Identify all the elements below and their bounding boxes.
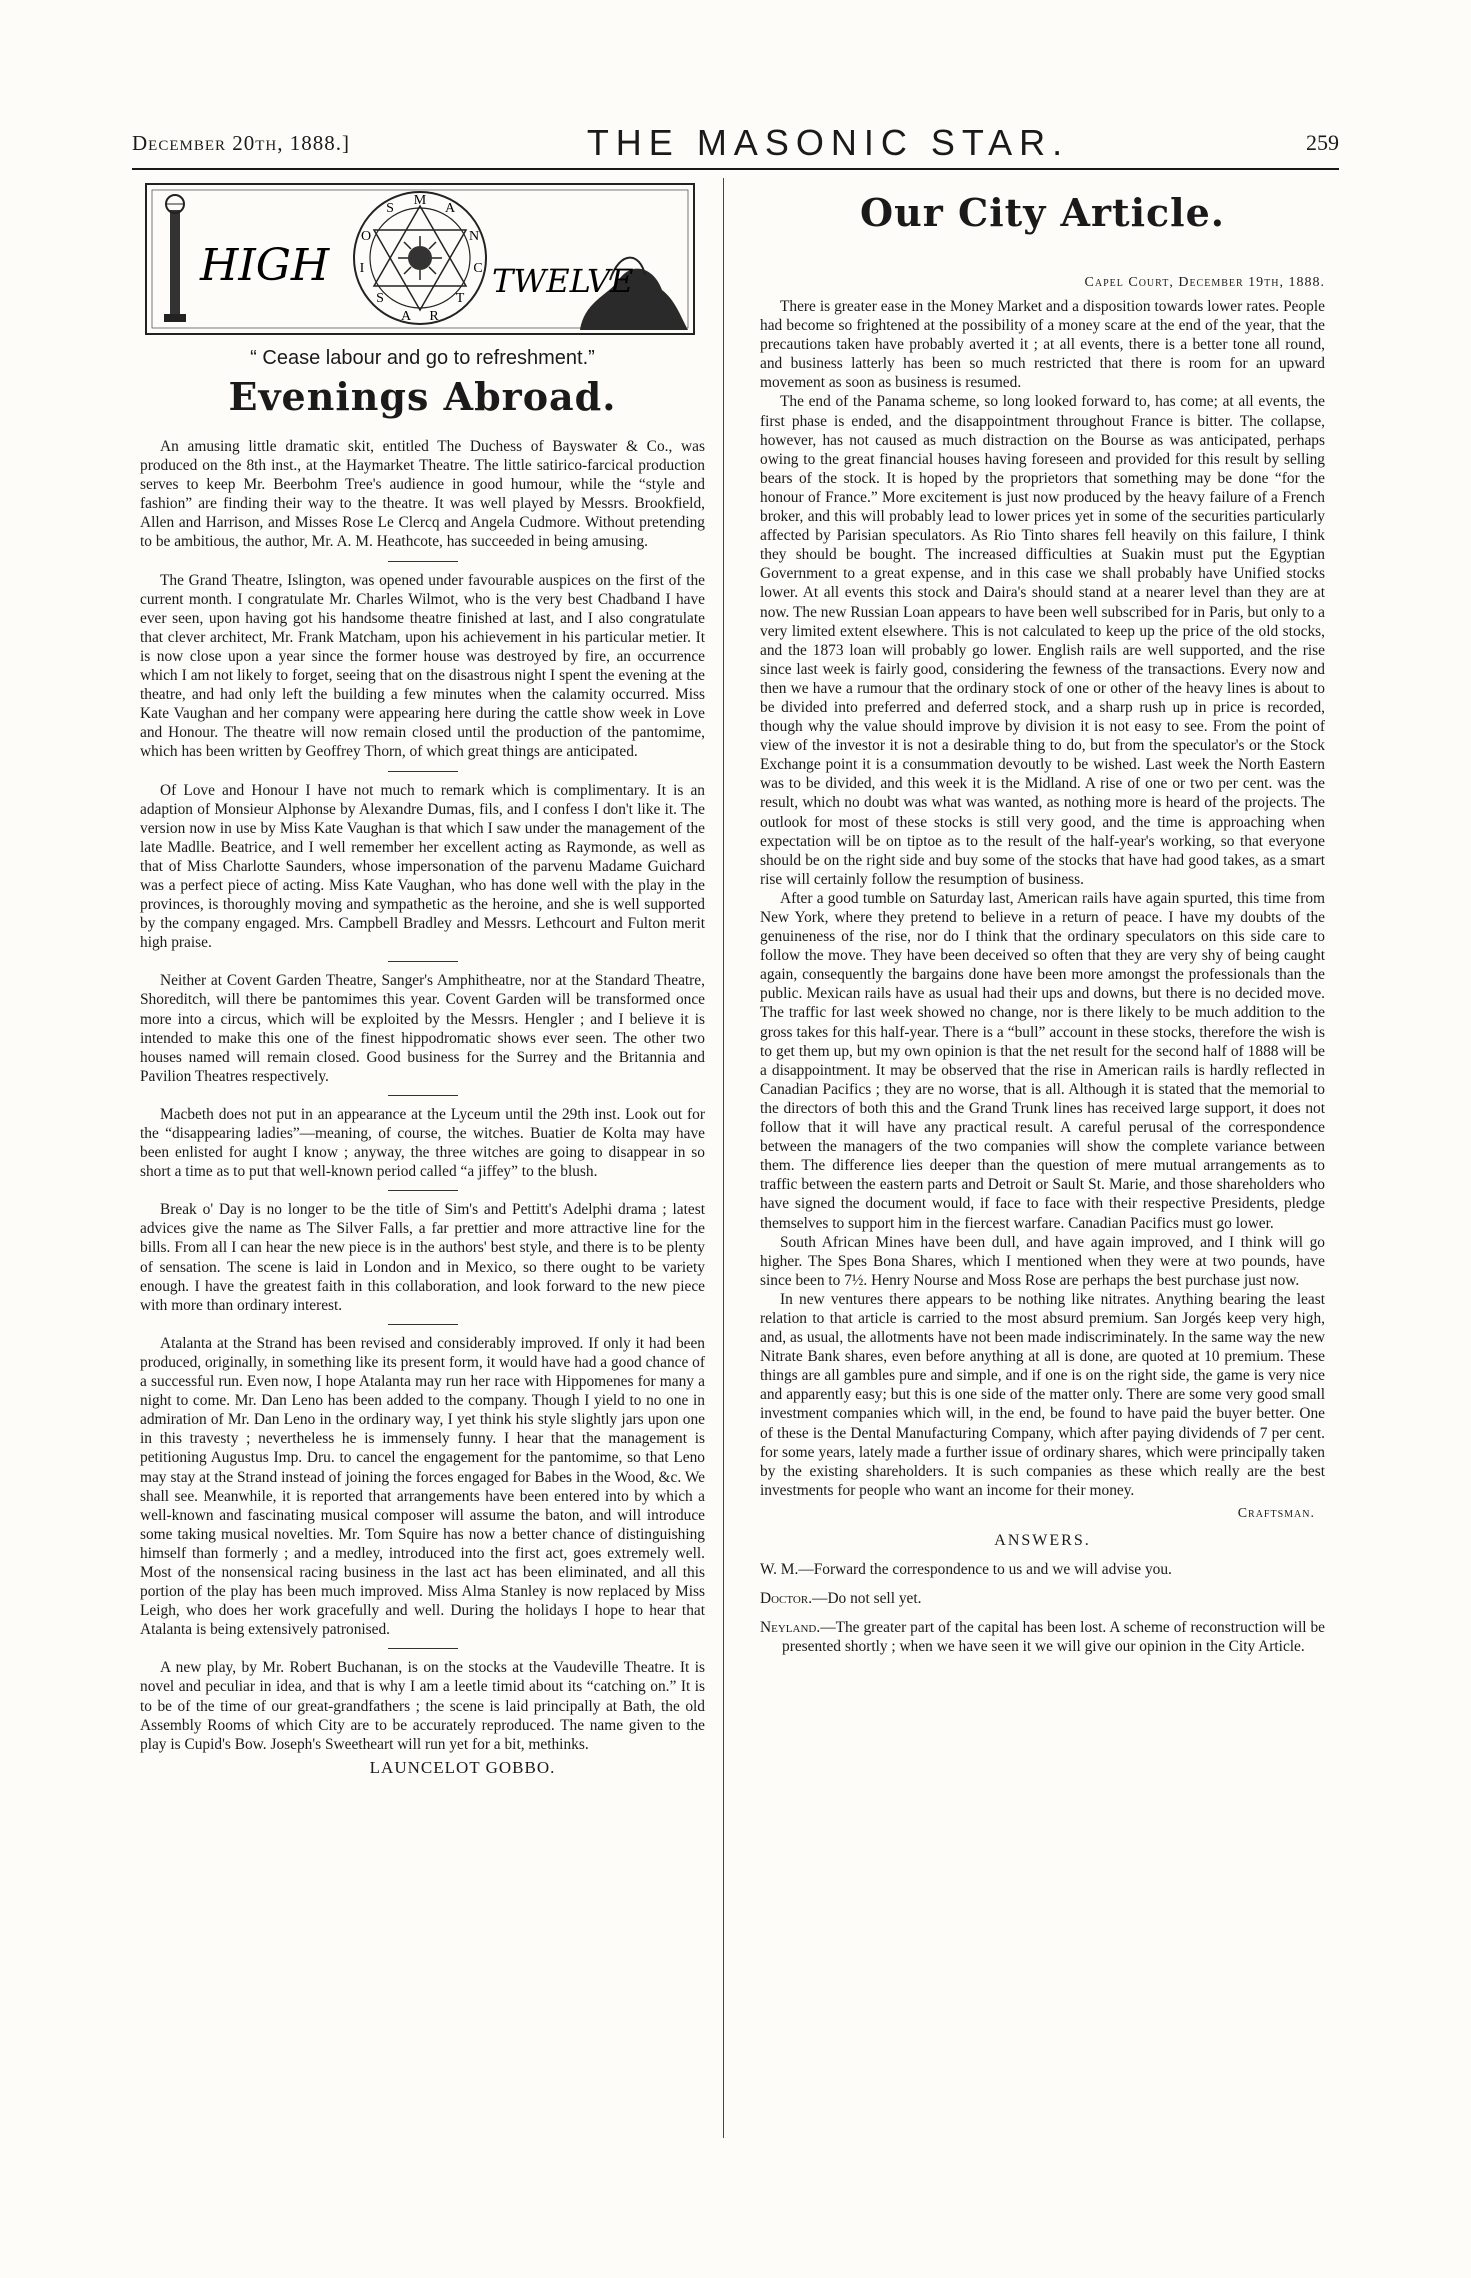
separator-rule	[388, 1095, 458, 1096]
section-heading-city-article: Our City Article.	[860, 190, 1225, 235]
answer-text: —Do not sell yet.	[812, 1590, 922, 1607]
left-column	[140, 180, 705, 1778]
article-paragraph: South African Mines have been dull, and have again improved, and I think will go higher. The Spes Bona Shares, which I mentioned when they were at two pounds, have since been to 7½. Henry Nourse and Moss Rose are perhaps the best purchase just now.	[760, 1233, 1325, 1289]
article-paragraph: An amusing little dramatic skit, entitled The Duchess of Bayswater & Co., was produced on the 8th inst., at the Haymarket Theatre. The little satirico-farcical production serves to keep Mr. Beerbohm Tree's audience in good humour, while the “style and fashion” are finding their way to the theatre. It was well played by Messrs. Brookfield, Allen and Harrison, and Misses Rose Le Clercq and Angela Cudmore. Without pretending to be ambitious, the author, Mr. A. M. Heathcote, has succeeded in being amusing.	[140, 438, 705, 551]
answers-heading: ANSWERS.	[994, 1531, 1091, 1549]
article-paragraph: Neither at Covent Garden Theatre, Sanger's Amphitheatre, nor at the Standard Theatre, Shoreditch, will there be pantomimes this year. Covent Garden will be transformed once more into a circus, which will be exploited by the Messrs. Hengler ; and I believe it is intended to make this one of the finest hippodromatic shows ever seen. The other two houses named will remain closed. Good business for the Surrey and the Britannia and Pavilion Theatres respectively.	[140, 972, 705, 1085]
page-number: 259	[1305, 130, 1339, 155]
answer-text: —The greater part of the capital has been lost. A scheme of reconstruction will be presented shortly ; when we have seen it we will give our opinion in the City Article.	[782, 1619, 1325, 1656]
emblem-letter: M	[413, 193, 427, 208]
emblem-letter: R	[429, 309, 439, 324]
running-head	[132, 118, 1339, 170]
article-paragraph: Atalanta at the Strand has been revised and considerably improved. If only it had been produced, originally, in something like its present form, it would have had a good chance of a successful run. Even now, I hope Atalanta may run her race with Hippomenes for many a night to come. Mr. Dan Leno has been added to the company. Though I yield to no one in admiration of Mr. Dan Leno in the ordinary way, I yet think his style slightly jars upon one in this travesty ; nevertheless he is immensely funny. I hear that the management is petitioning Augustus Imp. Dru. to cancel the engagement for the pantomime, so that Leno may stay at the Strand instead of joining the forces engaged for Babes in the Wood, &c. We shall see. Meanwhile, it is reported that arrangements have been entered into by which a well-known and fascinating musical composer will assume the baton, and will introduce some taking musical novelties. Mr. Tom Squire has now a better chance of distinguishing himself than formerly ; and a medley, introduced into the first act, goes extremely well. Most of the nonsensical racing business in the last act has been eliminated, and all this portion of the play has been much improved. Miss Alma Stanley is now replaced by Miss Leigh, who does her work gracefully and well. During the holidays I hope to hear that Atalanta is being extensively patronised.	[140, 1334, 705, 1639]
column-divider	[723, 178, 724, 2138]
author-signature: Craftsman.	[1237, 1505, 1315, 1521]
answer-text: —Forward the correspondence to us and we will advise you.	[798, 1560, 1172, 1578]
article-paragraph: A new play, by Mr. Robert Buchanan, is on the stocks at the Vaudeville Theatre. It is novel and peculiar in idea, and that is why I am a leetle timid about its “catching on.” It is to be of the time of our great-grandfathers ; the scene is laid principally at Bath, the old Assembly Rooms of which City are to be accurately reproduced. The name given to the play is Cupid's Bow. Joseph's Sweetheart will run yet for a bit, methinks.	[140, 1659, 705, 1753]
article-paragraph: The Grand Theatre, Islington, was opened under favourable auspices on the first of the current month. I congratulate Mr. Charles Wilmot, who is the very best Chadband I have ever seen, upon having got his handsome theatre finished at last, and I also congratulate that clever architect, Mr. Frank Matcham, upon his achievement in his particular metier. It is now close upon a year since the former house was destroyed by fire, an occurrence which I am not likely to forget, seeing that on the disastrous night I spent the evening at the theatre, and had only left the building a few minutes when the calamity occurred. Miss Kate Vaughan and her company were appearing here during the cattle show week in Love and Honour. The theatre will now remain closed until the production of the pantomime, which has been written by Geoffrey Thorn, of which great things are anticipated.	[140, 571, 705, 761]
right-column	[760, 180, 1325, 1666]
article-paragraph: The end of the Panama scheme, so long looked forward to, has come; at all events, the first phase is ended, and the disappointment throughout France is bitter. The collapse, however, has not caused as much distraction on the Bourse as was anticipated, perhaps owing to the great financial houses having foreseen and provided for this result by selling bears of the stock. It is hoped by the proprietors that something may be done “for the honour of France.” More excitement is just now produced by the heavy failure of a French broker, and this will probably lead to lower prices yet in some of the securities particularly affected by Parisian speculators. As Rio Tinto shares fell heavily on this failure, I think they should be bought. The increased difficulties at Suakin must put the Egyptian Government to a great expense, and in this case we shall probably have Unified stocks lower. At all events this stock and Daira's should stand at a nearer level than they are at now. The new Russian Loan appears to have been well subscribed for in Paris, but only to a very limited extent elsewhere. This is not calculated to keep up the price of the old stocks, and the 1873 loan will probably go lower. English rails are well supported, and the rise since last week is fairly good, considering the fewness of the transactions. Every now and then we have a rumour that the ordinary stock of one or other of the heavy lines is about to be divided into preferred and deferred stock, and a sharp rush up in price is recorded, though why the value should improve by division it is not easy to see. From the point of view of the investor it is not a desirable thing to do, but from the speculator's or the Stock Exchange point it is a consummation devoutly to be wished. Last week the North Eastern was to be divided, and this week it is the Midland. A rise of one or two per cent. was the result, which no doubt was what was wanted, as nothing more is heard of the projects. The outlook for most of these stocks is still very good, and the time is approaching when expectation will be on tiptoe as to the result of the half-year's working, so that everyone should be on the right side and buy some of the stocks that have had good takes, as a smart rise will certainly follow the resumption of business.	[760, 393, 1325, 888]
article-paragraph: Macbeth does not put in an appearance at the Lyceum until the 29th inst. Look out for the “disappearing ladies”—meaning, of course, the witches. Buatier de Kolta may have been enlisted for aught I know ; anyway, the three witches are going to disappear in so short a time as to put that well-known period called “a jiffey” to the blush.	[140, 1105, 705, 1181]
article-paragraph: Break o' Day is no longer to be the title of Sim's and Pettitt's Adelphi drama ; latest advices give the name as The Silver Falls, a far prettier and more attractive line for the bills. From all I can hear the new piece is in the authors' best style, and there is to be plenty of sensation. The scene is laid in London and in Mexico, so there ought to be variety enough. I have the greatest faith in this collaboration, and look forward to the new piece with more than ordinary interest.	[140, 1201, 705, 1314]
author-signature: LAUNCELOT GOBBO.	[369, 1757, 556, 1777]
journal-title: THE MASONIC STAR.	[586, 122, 1070, 163]
answer-item	[760, 1589, 1325, 1608]
masonic-star-emblem	[354, 192, 486, 324]
high-twelve-banner-illustration	[140, 180, 700, 338]
answer-item	[760, 1618, 1325, 1656]
section-heading-evenings-abroad: Evenings Abroad.	[228, 374, 617, 419]
answer-recipient: Doctor.	[760, 1590, 813, 1607]
dateline: Capel Court, December 19th, 1888.	[1084, 275, 1325, 290]
separator-rule	[388, 1324, 458, 1325]
separator-rule	[388, 1190, 458, 1191]
separator-rule	[388, 561, 458, 562]
answer-recipient: Neyland.	[760, 1619, 821, 1637]
emblem-letter: T	[455, 291, 465, 306]
article-paragraph: Of Love and Honour I have not much to remark which is complimentary. It is an adaption of Monsieur Alphonse by Alexandre Dumas, fils, and I confess I don't like it. The version now in use by Miss Kate Vaughan is that which I saw under the management of the late Madlle. Beatrice, and I well remember her excellent acting as Raymonde, as well as that of Miss Charlotte Saunders, whose impersonation of the parvenu Madame Guichard was a perfect piece of acting. Miss Kate Vaughan, who has done well with the play in the provinces, is thoroughly moving and sympathetic as the heroine, and she is well supported by the company engaged. Mrs. Campbell Bradley and Messrs. Lethcourt and Fulton merit high praise.	[140, 781, 705, 952]
article-paragraph: In new ventures there appears to be nothing like nitrates. Anything bearing the least relation to that article is carried to the most absurd premium. San Jorgés keep very high, and, as usual, the allotments have not been made indiscriminately. In the same way the new Nitrate Bank shares, even before anything at all is done, are quoted at 10 premium. These things are all gambles pure and simple, and if one is on the right side, the game is very nice and apparently easy; but this is one side of the matter only. There are some very good small investment companies which will, in the end, be found to have paid the buyer better. One of these is the Dental Manufacturing Company, which after paying dividends of 7 per cent. for some years, lately made a further issue of ordinary shares, which were principally taken by the existing shareholders. It is such companies as these which really are the best investments for people who want an income for their money.	[760, 1290, 1325, 1499]
separator-rule	[388, 771, 458, 772]
answer-recipient: W. M.	[760, 1560, 799, 1578]
answer-item	[760, 1560, 1325, 1579]
issue-date: December 20th, 1888.]	[132, 130, 350, 155]
emblem-letter: N	[468, 229, 480, 244]
banner-word-high: HIGH	[200, 240, 330, 291]
separator-rule	[388, 1648, 458, 1649]
emblem-letter: S	[386, 201, 394, 216]
article-paragraph: There is greater ease in the Money Market and a disposition towards lower rates. People had become so frightened at the possibility of a money scare at the end of the year, that the precautions taken have probably averted it ; at all events, there is a better tone all round, and business latterly has been so much restricted that there is room for an upward movement as soon as business is resumed.	[760, 298, 1325, 392]
emblem-letter: C	[473, 261, 483, 276]
emblem-letter: I	[359, 261, 365, 276]
emblem-letter: A	[444, 201, 456, 216]
pillar-icon	[164, 195, 186, 322]
emblem-letter: O	[360, 229, 372, 244]
emblem-letter: A	[400, 309, 412, 324]
banner-word-twelve: TWELVE	[492, 262, 634, 300]
motto: “ Cease labour and go to refreshment.”	[250, 347, 595, 369]
separator-rule	[388, 961, 458, 962]
article-paragraph: After a good tumble on Saturday last, American rails have again spurted, this time from New York, where they pretend to believe in a return of peace. I have my doubts of the genuineness of the rise, nor do I think that the ordinary speculators on this side care to follow the move. They have been deceived so often that they are very shy of being caught again, consequently the bargains done have been more amongst the professionals than the public. Mexican rails have as usual had their ups and downs, but there is no decided move. The traffic for last week showed no change, nor is there likely to be much addition to the gross takes for this half-year. There is a “bull” account in these stocks, therefore the wish is to get them up, but my own opinion is that the net result for the second half of 1888 will be a disappointment. It may be observed that the rise in American rails is hardly reflected in Canadian Pacifics ; they are no worse, that is all. Although it is stated that the memorial to the directors of both this and the Grand Trunk lines has received large support, it does not follow that it will have any practical result. A careful perusal of the correspondence between the managers of the two companies will show the complete variance between them. The difference lies deeper than the question of mere mutual arrangements as to traffic between the eastern parts and Detroit or Sault St. Marie, and those shareholders who have signed the document would, if face to face with their respective Presidents, pledge themselves to support him in the fiercest warfare. Canadian Pacifics must go lower.	[760, 889, 1325, 1232]
emblem-letter: S	[376, 291, 384, 306]
